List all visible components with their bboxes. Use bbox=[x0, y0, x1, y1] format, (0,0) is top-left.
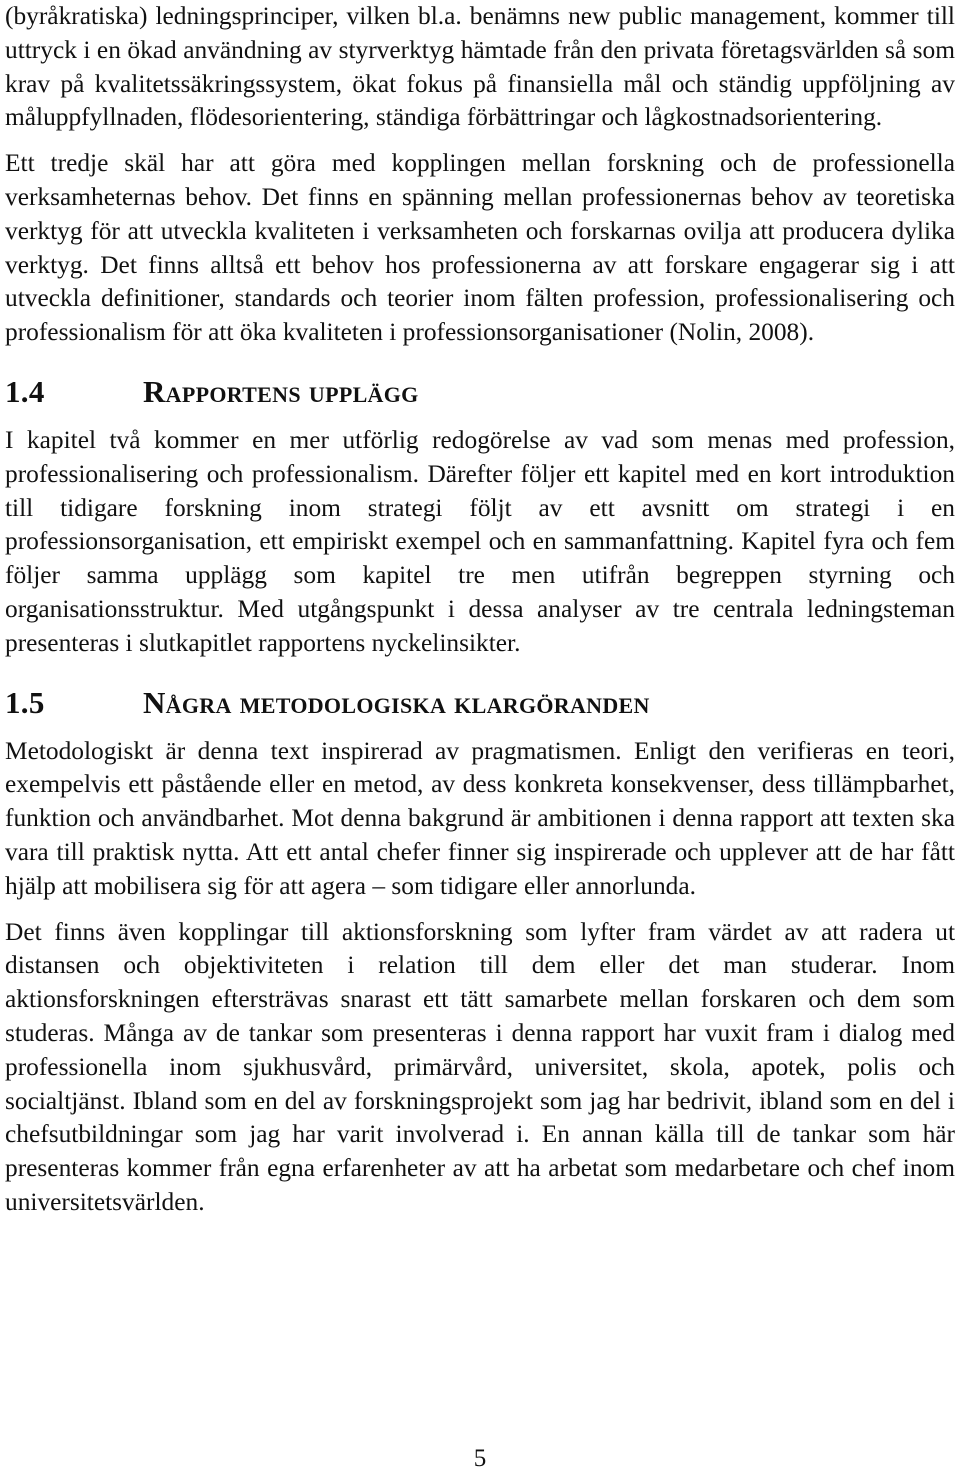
section-number: 1.4 bbox=[5, 373, 45, 409]
section-heading-1-4 bbox=[5, 372, 955, 412]
paragraph-research-practice-link: Ett tredje skäl har att göra med kopplingen mellan forskning och de professionella verksamheternas behov. Det finns en spänning mellan professionernas behov av teoretiska verktyg för att utveckla kvaliteten i verksamheten och forskarnas ovilja att producera dylika verktyg. Det finns alltså ett behov hos professionerna av att forskare engagerar sig i att utveckla definitioner, standards och teorier inom fälten profession, professionalisering och professionalism för att öka kvaliteten i professionsorganisationer (Nolin, 2008). bbox=[5, 149, 955, 347]
section-title: Några metodologiska klargöranden bbox=[143, 684, 650, 720]
paragraph-methodology-pragmatism: Metodologiskt är denna text inspirerad av pragmatismen. Enligt den verifieras en teori, exempelvis ett påstående eller en metod, av dess konkreta konsekvenser, dess tillämpbarhet, funktion och användbarhet. Mot denna bakgrund är ambitionen i denna rapport att texten ska vara till praktisk nytta. Att ett antal chefer finner sig inspirerade och upplever att de har fått hjälp att mobilisera sig för att agera – som tidigare eller annorlunda. bbox=[5, 736, 955, 900]
section-title: Rapportens upplägg bbox=[143, 373, 419, 409]
paragraph-report-outline: I kapitel två kommer en mer utförlig redogörelse av vad som menas med profession, professionalisering och professionalism. Därefter följer ett kapitel med en kort introduktion till tidigare forskning inom strategi följt av ett avsnitt om strategi i en professionsorganisation, ett empiriskt exempel och en sammanfattning. Kapitel fyra och fem följer samma upplägg som kapitel tre men utifrån begreppen styrning och organisationsstruktur. Med utgångspunkt i dessa analyser av tre centrala ledningsteman presenteras i slutkapitlet rapportens nyckelinsikter. bbox=[5, 425, 955, 657]
paragraph-action-research: Det finns även kopplingar till aktionsforskning som lyfter fram värdet av att radera ut distansen och objektiviteten i relation till dem eller det man studerar. Inom aktionsforskningen eftersträvas snarast ett tätt samarbete mellan forskaren och dem som studeras. Många av de tankar som presenteras i denna rapport har vuxit fram i dialog med professionella inom sjukhusvård, primärvård, universitet, skola, apotek, polis och socialtjänst. Ibland som en del av forskningsprojekt som jag har bedrivit, ibland som en del i chefsutbildningar som jag har varit involverad i. En annan källa till de tankar som här presenteras kommer från egna erfarenheter av att ha arbetat som medarbetare och chef inom universitetsvärlden. bbox=[5, 917, 955, 1216]
paragraph-management-principles: (byråkratiska) ledningsprinciper, vilken bl.a. benämns new public management, kommer till uttryck i en ökad användning av styrverktyg hämtade från den privata företagsvärlden så som krav på kvalitetssäkringssystem, ökat fokus på finansiella mål och ständig uppföljning av måluppfyllnaden, flödesorientering, ständiga förbättringar och lågkostnadsorientering. bbox=[5, 2, 955, 132]
section-heading-1-5 bbox=[5, 683, 955, 723]
document-page bbox=[5, 0, 955, 1220]
page-number: 5 bbox=[473, 1445, 487, 1472]
section-number: 1.5 bbox=[5, 684, 45, 720]
